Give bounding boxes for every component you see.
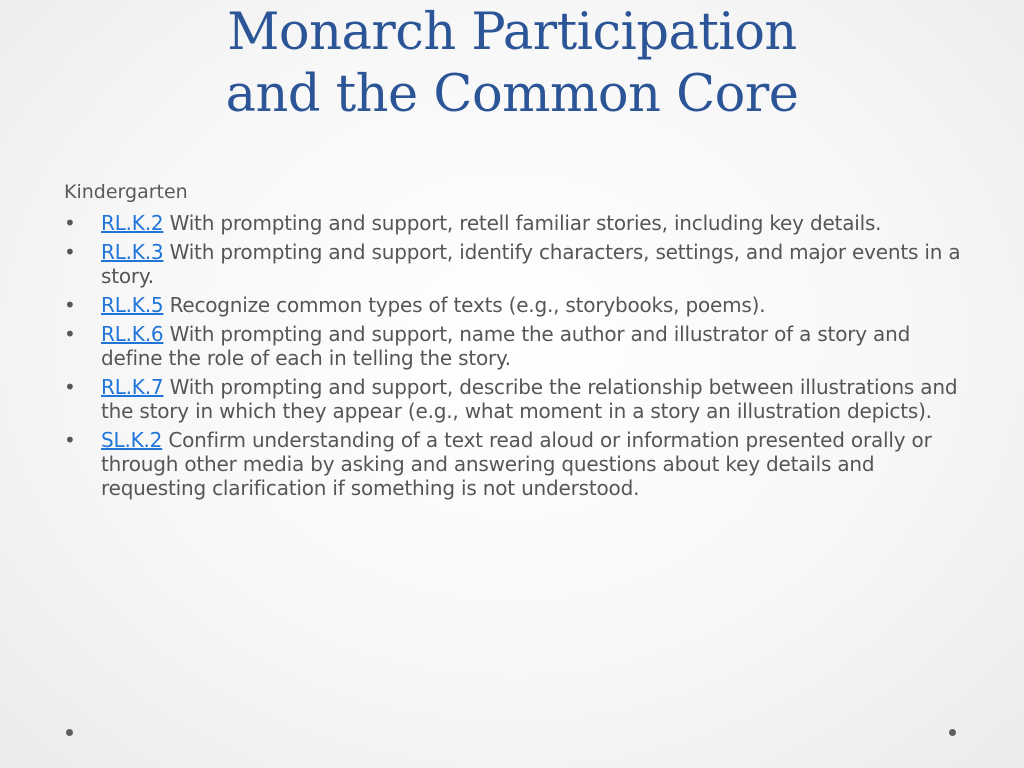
- standard-item-rl-k-7: [64, 375, 964, 423]
- standard-item-rl-k-6: [64, 322, 964, 370]
- grade-label: Kindergarten: [64, 181, 188, 203]
- bullet-icon: •: [64, 240, 76, 264]
- standard-text: With prompting and support, name the author and illustrator of a story and define the role of each in telling the story.: [101, 322, 911, 370]
- standards-list: [64, 211, 964, 500]
- standard-item-sl-k-2: [64, 428, 964, 500]
- decorative-dot-icon: [949, 729, 956, 736]
- slide-body: [64, 180, 964, 505]
- decorative-dot-icon: [66, 729, 73, 736]
- standard-text: Confirm understanding of a text read aloud or information presented orally or through other media by asking and answering questions about key details and requesting clarification if something is not understood.: [101, 428, 932, 500]
- bullet-icon: •: [64, 322, 76, 346]
- bullet-icon: •: [64, 428, 76, 452]
- standard-link-sl-k-2[interactable]: SL.K.2: [101, 428, 163, 452]
- bullet-icon: •: [64, 211, 76, 235]
- bullet-icon: •: [64, 375, 76, 399]
- standard-link-rl-k-7[interactable]: RL.K.7: [101, 375, 164, 399]
- standard-item-rl-k-2: [64, 211, 964, 235]
- standard-link-rl-k-6[interactable]: RL.K.6: [101, 322, 164, 346]
- title-line-1: Monarch Participation: [227, 3, 797, 62]
- standard-link-rl-k-5[interactable]: RL.K.5: [101, 293, 164, 317]
- standard-item-rl-k-3: [64, 240, 964, 288]
- standard-item-rl-k-5: [64, 293, 964, 317]
- standard-link-rl-k-3[interactable]: RL.K.3: [101, 240, 164, 264]
- bullet-icon: •: [64, 293, 76, 317]
- standard-link-rl-k-2[interactable]: RL.K.2: [101, 211, 164, 235]
- title-line-2: and the Common Core: [225, 65, 799, 124]
- standard-text: With prompting and support, retell familiar stories, including key details.: [163, 211, 882, 235]
- standard-text: With prompting and support, identify characters, settings, and major events in a story.: [101, 240, 961, 288]
- slide-title: [40, 2, 984, 126]
- standard-text: With prompting and support, describe the relationship between illustrations and the story in which they appear (e.g., what moment in a story an illustration depicts).: [101, 375, 958, 423]
- standard-text: Recognize common types of texts (e.g., storybooks, poems).: [163, 293, 766, 317]
